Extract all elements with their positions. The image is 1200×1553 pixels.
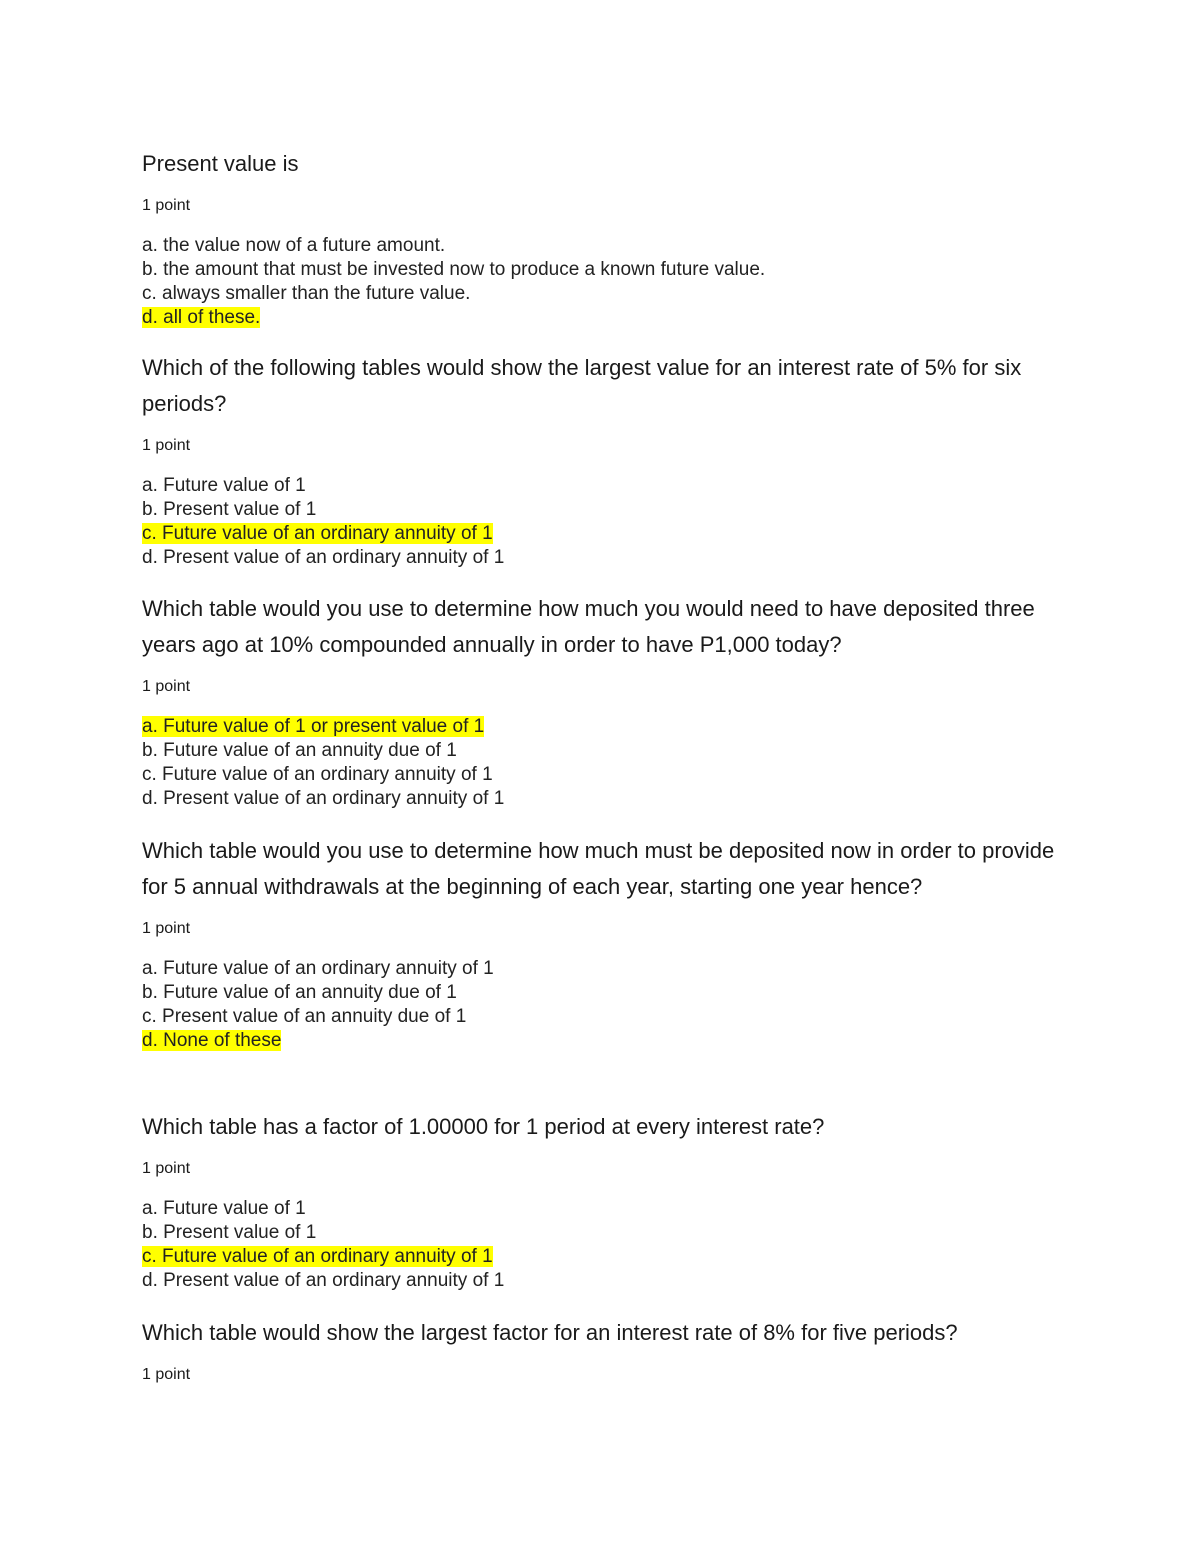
option-label: d. all of these. <box>142 307 261 328</box>
question-5 <box>142 1109 1082 1293</box>
option-label: c. Future value of an ordinary annuity of 1 <box>142 764 493 785</box>
question-text: Which of the following tables would show the largest value for an interest rate of 5% for six periods? <box>142 355 1022 416</box>
option-label: d. Present value of an ordinary annuity of 1 <box>142 547 505 568</box>
option-a <box>142 957 1082 981</box>
option-label: c. Future value of an ordinary annuity of 1 <box>142 1246 493 1267</box>
option-label: b. Present value of 1 <box>142 499 317 520</box>
question-text: Which table would show the largest factor for an interest rate of 8% for five periods? <box>142 1320 958 1345</box>
options-list <box>142 715 1082 811</box>
option-label: b. Future value of an annuity due of 1 <box>142 982 457 1003</box>
option-label: a. Future value of 1 <box>142 475 306 496</box>
question-points: 1 point <box>142 437 191 454</box>
option-label: b. Future value of an annuity due of 1 <box>142 740 457 761</box>
options-list <box>142 234 1082 330</box>
question-points: 1 point <box>142 920 191 937</box>
question-text: Which table would you use to determine how much must be deposited now in order to provide for 5 annual withdrawals at the beginning of each year, starting one year hence? <box>142 838 1055 899</box>
option-c <box>142 522 1082 546</box>
option-label: a. Future value of an ordinary annuity of 1 <box>142 958 494 979</box>
option-a <box>142 474 1082 498</box>
option-a <box>142 1197 1082 1221</box>
option-b <box>142 258 1082 282</box>
option-d <box>142 1269 1082 1293</box>
option-label: c. always smaller than the future value. <box>142 283 471 304</box>
option-d <box>142 1029 1082 1053</box>
option-b <box>142 1221 1082 1245</box>
question-points: 1 point <box>142 197 191 214</box>
question-1 <box>142 146 1082 330</box>
option-d <box>142 306 1082 330</box>
option-label: d. Present value of an ordinary annuity of 1 <box>142 788 505 809</box>
option-b <box>142 739 1082 763</box>
option-d <box>142 787 1082 811</box>
question-2 <box>142 350 1082 570</box>
question-3 <box>142 591 1082 811</box>
option-c <box>142 1245 1082 1269</box>
question-text: Present value is <box>142 151 299 176</box>
option-a <box>142 234 1082 258</box>
question-text: Which table would you use to determine how much you would need to have deposited three years ago at 10% compounded annually in order to have P1,000 today? <box>142 596 1035 657</box>
question-points: 1 point <box>142 678 191 695</box>
option-b <box>142 498 1082 522</box>
option-c <box>142 282 1082 306</box>
question-points: 1 point <box>142 1366 191 1383</box>
option-label: b. Present value of 1 <box>142 1222 317 1243</box>
question-points: 1 point <box>142 1160 191 1177</box>
option-label: d. None of these <box>142 1030 282 1051</box>
option-label: a. the value now of a future amount. <box>142 235 446 256</box>
option-label: a. Future value of 1 <box>142 1198 306 1219</box>
option-c <box>142 1005 1082 1029</box>
options-list <box>142 1197 1082 1293</box>
option-label: d. Present value of an ordinary annuity of 1 <box>142 1270 505 1291</box>
option-label: b. the amount that must be invested now to produce a known future value. <box>142 259 766 280</box>
options-list <box>142 957 1082 1053</box>
question-6 <box>142 1315 1082 1403</box>
option-a <box>142 715 1082 739</box>
question-text: Which table has a factor of 1.00000 for 1 period at every interest rate? <box>142 1114 825 1139</box>
option-c <box>142 763 1082 787</box>
options-list <box>142 474 1082 570</box>
option-label: c. Present value of an annuity due of 1 <box>142 1006 467 1027</box>
question-4 <box>142 833 1082 1053</box>
option-label: a. Future value of 1 or present value of 1 <box>142 716 485 737</box>
option-label: c. Future value of an ordinary annuity of 1 <box>142 523 493 544</box>
option-b <box>142 981 1082 1005</box>
option-d <box>142 546 1082 570</box>
